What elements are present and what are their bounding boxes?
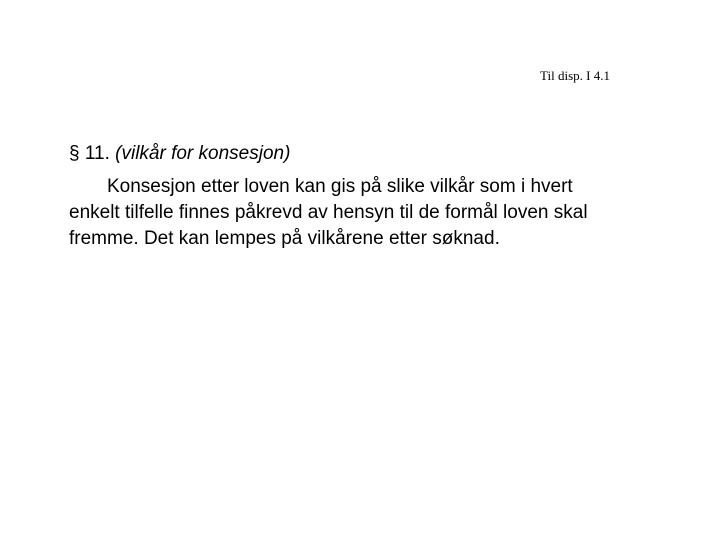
body-line: fremme. Det kan lempes på vilkårene etter søknad. [69, 228, 500, 249]
section-heading [69, 143, 290, 165]
document-reference: Til disp. I 4.1 [540, 68, 610, 83]
section-title: (vilkår for konsesjon) [115, 143, 291, 164]
section-number: § 11. [69, 143, 110, 164]
body-line: Konsesjon etter loven kan gis på slike vilkår som i hvert [107, 176, 573, 197]
section-body [69, 174, 679, 252]
body-line: enkelt tilfelle finnes påkrevd av hensyn til de formål loven skal [69, 202, 588, 223]
